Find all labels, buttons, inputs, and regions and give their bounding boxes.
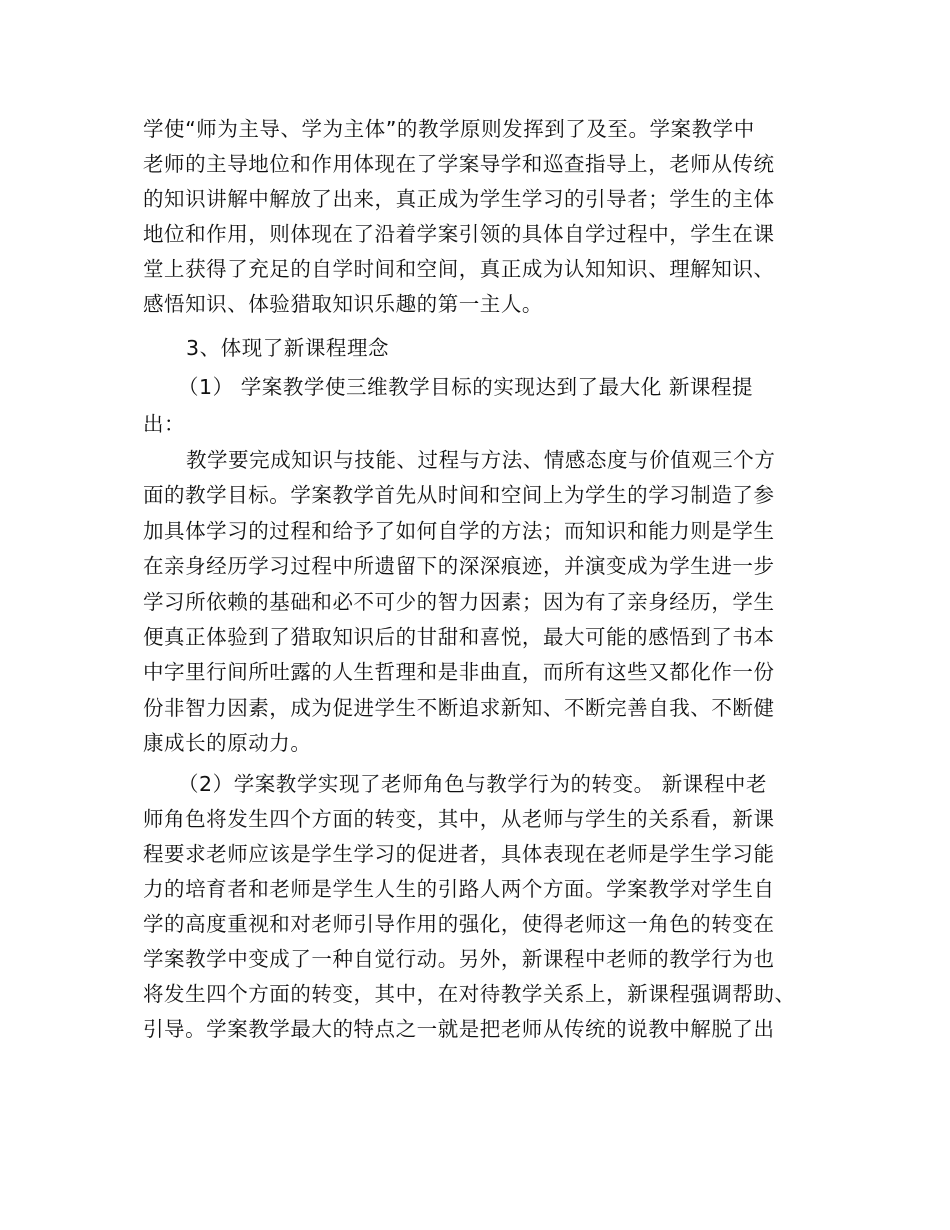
- text-line: 份非智力因素，成为促进学生不断追求新知、不断完善自我、不断健: [143, 696, 775, 720]
- text-line: 面的教学目标。学案教学首先从时间和空间上为学生的学习制造了参: [143, 483, 775, 507]
- text-line: 加具体学习的过程和给予了如何自学的方法；而知识和能力则是学生: [143, 519, 775, 543]
- section-heading: 3、体现了新课程理念: [186, 336, 390, 360]
- text-line: 学习所依赖的基础和必不可少的智力因素；因为有了亲身经历，学生: [143, 590, 775, 614]
- text-line: 地位和作用，则体现在了沿着学案引领的具体自学过程中，学生在课: [143, 222, 775, 246]
- text-line: 学案教学中变成了一种自觉行动。另外，新课程中老师的教学行为也: [143, 947, 775, 971]
- text-line: 康成长的原动力。: [143, 731, 312, 755]
- text-line: 程要求老师应该是学生学习的促进者，具体表现在老师是学生学习能: [143, 842, 775, 866]
- text-line: 在亲身经历学习过程中所遗留下的深深痕迹，并演变成为学生进一步: [143, 554, 775, 578]
- subsection-heading: （1） 学案教学使三维教学目标的实现达到了最大化 新课程提: [178, 375, 754, 399]
- subsection-heading: （2）学案教学实现了老师角色与教学行为的转变。 新课程中老: [178, 772, 768, 796]
- text-line: 中字里行间所吐露的人生哲理和是非曲直，而所有这些又都化作一份: [143, 660, 775, 684]
- text-line: 师角色将发生四个方面的转变，其中，从老师与学生的关系看，新课: [143, 807, 775, 831]
- text-line: 将发生四个方面的转变，其中，在对待教学关系上，新课程强调帮助、: [143, 982, 796, 1006]
- text-line: 学的高度重视和对老师引导作用的强化，使得老师这一角色的转变在: [143, 912, 775, 936]
- text-line: 的知识讲解中解放了出来，真正成为学生学习的引导者；学生的主体: [143, 187, 775, 211]
- text-line: 老师的主导地位和作用体现在了学案导学和巡查指导上，老师从传统: [143, 152, 775, 176]
- text-line: 学使“师为主导、学为主体”的教学原则发挥到了及至。学案教学中: [143, 117, 755, 141]
- text-line: 便真正体验到了猎取知识后的甘甜和喜悦，最大可能的感悟到了书本: [143, 625, 775, 649]
- text-line: 感悟知识、体验猎取知识乐趣的第一主人。: [143, 292, 543, 316]
- text-line: 堂上获得了充足的自学时间和空间，真正成为认知知识、理解知识、: [143, 257, 775, 281]
- text-line: 出：: [143, 412, 186, 436]
- text-line: 教学要完成知识与技能、过程与方法、情感态度与价值观三个方: [186, 448, 776, 472]
- text-line: 力的培育者和老师是学生人生的引路人两个方面。学案教学对学生自: [143, 877, 775, 901]
- text-line: 引导。学案教学最大的特点之一就是把老师从传统的说教中解脱了出: [143, 1017, 775, 1041]
